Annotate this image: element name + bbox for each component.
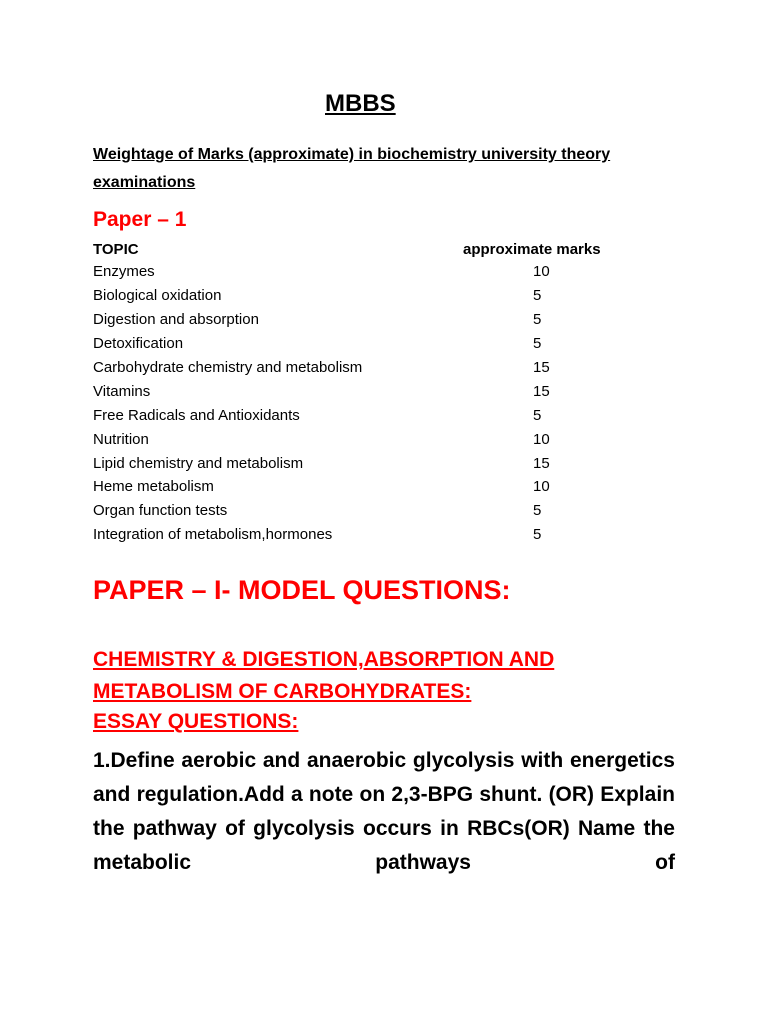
marks-table <box>93 238 653 547</box>
table-row <box>93 475 653 499</box>
marks-cell: 5 <box>533 526 542 544</box>
topic-cell: Integration of metabolism,hormones <box>93 526 333 544</box>
model-questions-heading: PAPER – I- MODEL QUESTIONS: <box>93 575 511 605</box>
topic-cell: Free Radicals and Antioxidants <box>93 406 300 424</box>
marks-table-body <box>93 260 653 547</box>
topic-cell: Lipid chemistry and metabolism <box>93 454 304 472</box>
marks-cell: 5 <box>533 406 542 424</box>
marks-cell: 15 <box>533 359 550 376</box>
essay-question-1: 1.Define aerobic and anaerobic glycolysis with energetics and regulation.Add a note on 2,3-BPG shunt. (OR) Explain the pathway of glycolysis occurs in RBCs(OR) Name the metabolic pathways of <box>93 749 675 874</box>
marks-cell: 15 <box>533 382 550 400</box>
marks-cell: 10 <box>533 478 550 496</box>
section-heading: CHEMISTRY & DIGESTION,ABSORPTION AND METABOLISM OF CARBOHYDRATES: <box>93 648 555 703</box>
table-row <box>93 356 653 380</box>
table-row <box>93 523 653 547</box>
table-row <box>93 451 653 475</box>
table-row <box>93 427 653 451</box>
topic-cell: Organ function tests <box>93 502 228 520</box>
topic-cell: Vitamins <box>93 382 151 400</box>
topic-cell: Heme metabolism <box>93 478 214 496</box>
topic-cell: Detoxification <box>93 335 184 353</box>
table-row <box>93 379 653 403</box>
table-row <box>93 403 653 427</box>
topic-cell: Biological oxidation <box>93 287 222 305</box>
marks-cell: 5 <box>533 335 542 353</box>
topic-cell: Nutrition <box>93 430 149 448</box>
table-row <box>93 499 653 523</box>
topic-cell: Digestion and absorption <box>93 311 259 329</box>
paper-heading: Paper – 1 <box>93 208 187 231</box>
table-row <box>93 308 653 332</box>
topic-column-header: TOPIC <box>93 240 139 258</box>
table-row <box>93 332 653 356</box>
marks-cell: 10 <box>533 430 550 448</box>
marks-cell: 15 <box>533 454 550 472</box>
table-row <box>93 284 653 308</box>
marks-column-header: approximate marks <box>463 240 601 258</box>
topic-cell: Carbohydrate chemistry and metabolism <box>93 359 363 376</box>
marks-cell: 10 <box>533 263 550 281</box>
topic-cell: Enzymes <box>93 263 155 281</box>
essay-questions-heading: ESSAY QUESTIONS: <box>93 710 299 733</box>
table-row <box>93 260 653 284</box>
marks-cell: 5 <box>533 311 542 329</box>
marks-cell: 5 <box>533 287 542 305</box>
document-subtitle: Weightage of Marks (approximate) in biochemistry university theory examinations <box>93 146 611 191</box>
marks-cell: 5 <box>533 502 542 520</box>
document-title: MBBS <box>325 90 396 117</box>
table-header-row <box>93 238 653 260</box>
